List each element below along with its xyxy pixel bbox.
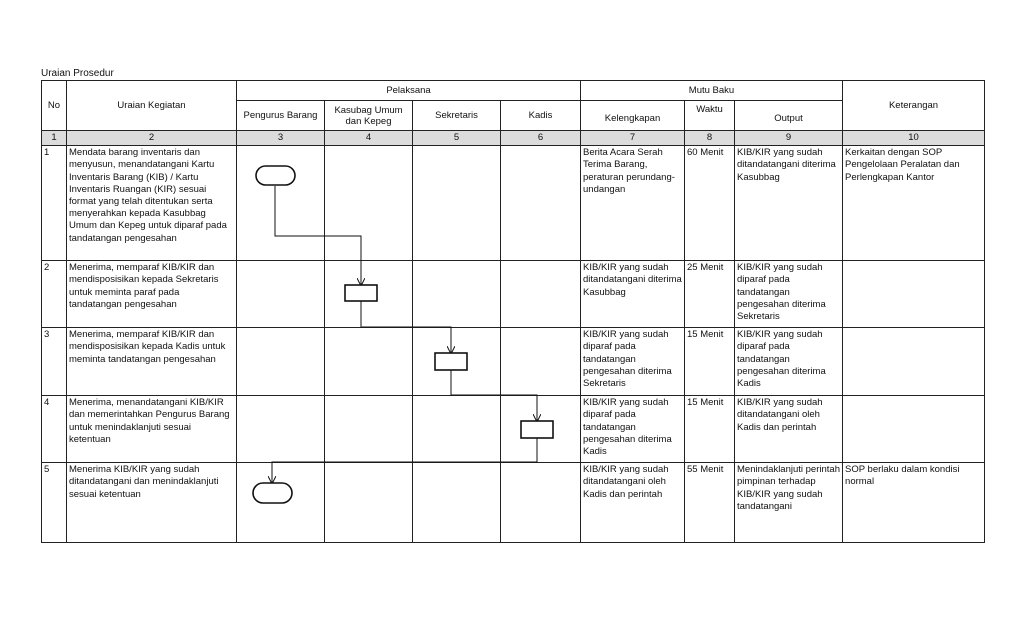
lane-cell (325, 146, 413, 261)
header-no: No (42, 81, 67, 131)
sop-table (41, 80, 985, 543)
lane-cell (237, 146, 325, 261)
row-keterangan: Kerkaitan dengan SOP Pengelolaan Peralatan dan Perlengkapan Kantor (843, 146, 985, 261)
column-number: 7 (581, 131, 685, 146)
column-number: 6 (501, 131, 581, 146)
row-number: 2 (42, 261, 67, 328)
header-output: Output (735, 101, 843, 131)
table-row (42, 396, 985, 463)
row-number: 3 (42, 328, 67, 396)
header-uraian: Uraian Kegiatan (67, 81, 237, 131)
table-row (42, 146, 985, 261)
row-number: 4 (42, 396, 67, 463)
table-row (42, 463, 985, 543)
lane-cell (501, 146, 581, 261)
row-uraian: Mendata barang inventaris dan menyusun, menandatangani Kartu Inventaris Barang (KIB) / Kartu Inventaris Ruangan (KIR) sesuai format yang telah ditentukan serta menyerahkan kepada Kasubbag Umum dan Kepeg untuk diparaf pada tandatangan pengesahan (67, 146, 237, 261)
table-row (42, 328, 985, 396)
column-number: 2 (67, 131, 237, 146)
lane-cell (413, 261, 501, 328)
column-number: 5 (413, 131, 501, 146)
row-kelengkapan: KIB/KIR yang sudah diparaf pada tandatangan pengesahan diterima Kadis (581, 396, 685, 463)
column-number: 10 (843, 131, 985, 146)
header-kadis: Kadis (501, 101, 581, 131)
lane-cell (413, 146, 501, 261)
lane-cell (501, 463, 581, 543)
row-waktu: 60 Menit (685, 146, 735, 261)
row-output: KIB/KIR yang sudah diparaf pada tandatangan pengesahan diterima Kadis (735, 328, 843, 396)
lane-cell (413, 463, 501, 543)
lane-cell (237, 261, 325, 328)
header-keterangan: Keterangan (843, 81, 985, 131)
row-uraian: Menerima KIB/KIR yang sudah ditandatangani dan menindaklanjuti sesuai ketentuan (67, 463, 237, 543)
row-uraian: Menerima, menandatangani KIB/KIR dan memerintahkan Pengurus Barang untuk menindaklanjuti sesuai ketentuan (67, 396, 237, 463)
column-number: 8 (685, 131, 735, 146)
lane-cell (325, 261, 413, 328)
lane-cell (413, 396, 501, 463)
row-uraian: Menerima, memparaf KIB/KIR dan mendisposisikan kepada Sekretaris untuk meminta paraf pada tandatangan pengesahan (67, 261, 237, 328)
lane-cell (237, 396, 325, 463)
header-pengurus-barang: Pengurus Barang (237, 101, 325, 131)
row-uraian: Menerima, memparaf KIB/KIR dan mendisposisikan kepada Kadis untuk meminta tandatangan pengesahan (67, 328, 237, 396)
row-kelengkapan: KIB/KIR yang sudah ditandatangani diterima Kasubbag (581, 261, 685, 328)
lane-cell (325, 328, 413, 396)
lane-cell (501, 328, 581, 396)
row-keterangan (843, 328, 985, 396)
row-output: KIB/KIR yang sudah diparaf pada tandatangan pengesahan diterima Sekretaris (735, 261, 843, 328)
column-number: 4 (325, 131, 413, 146)
header-row-1 (42, 81, 985, 101)
row-keterangan: SOP berlaku dalam kondisi normal (843, 463, 985, 543)
header-mutu-baku: Mutu Baku (581, 81, 843, 101)
table-row (42, 261, 985, 328)
column-number: 9 (735, 131, 843, 146)
row-waktu: 55 Menit (685, 463, 735, 543)
column-number: 3 (237, 131, 325, 146)
header-kasubag: Kasubag Umum dan Kepeg (325, 101, 413, 131)
row-kelengkapan: KIB/KIR yang sudah diparaf pada tandatangan pengesahan diterima Sekretaris (581, 328, 685, 396)
lane-cell (501, 261, 581, 328)
row-waktu: 15 Menit (685, 328, 735, 396)
row-output: KIB/KIR yang sudah ditandatangani diterima Kasubbag (735, 146, 843, 261)
row-number: 5 (42, 463, 67, 543)
row-waktu: 25 Menit (685, 261, 735, 328)
lane-cell (237, 328, 325, 396)
lane-cell (325, 396, 413, 463)
row-kelengkapan: Berita Acara Serah Terima Barang, peraturan perundang-undangan (581, 146, 685, 261)
section-title: Uraian Prosedur (41, 68, 114, 79)
row-keterangan (843, 261, 985, 328)
row-number: 1 (42, 146, 67, 261)
row-keterangan (843, 396, 985, 463)
header-waktu: Waktu (685, 101, 735, 131)
lane-cell (237, 463, 325, 543)
header-kelengkapan: Kelengkapan (581, 101, 685, 131)
header-pelaksana: Pelaksana (237, 81, 581, 101)
header-sekretaris: Sekretaris (413, 101, 501, 131)
row-output: Menindaklanjuti perintah pimpinan terhadap KIB/KIR yang sudah tandatangani (735, 463, 843, 543)
row-output: KIB/KIR yang sudah ditandatangani oleh Kadis dan perintah (735, 396, 843, 463)
column-number-row (42, 131, 985, 146)
lane-cell (413, 328, 501, 396)
column-number: 1 (42, 131, 67, 146)
lane-cell (501, 396, 581, 463)
row-kelengkapan: KIB/KIR yang sudah ditandatangani oleh Kadis dan perintah (581, 463, 685, 543)
row-waktu: 15 Menit (685, 396, 735, 463)
lane-cell (325, 463, 413, 543)
